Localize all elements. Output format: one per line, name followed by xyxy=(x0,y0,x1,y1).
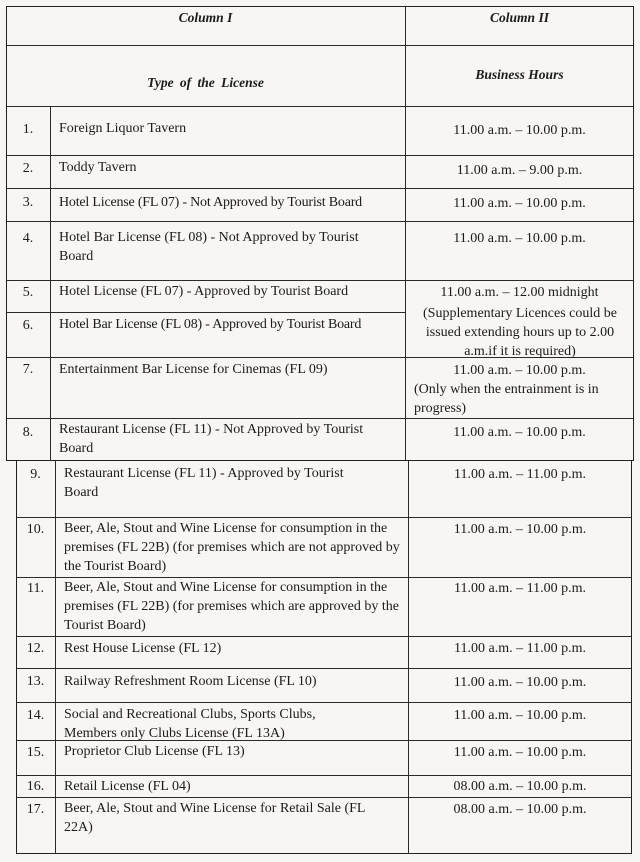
row-number: 10. xyxy=(26,522,45,537)
business-hours: 11.00 a.m. – 10.00 p.m. xyxy=(453,745,587,760)
row-number: 16. xyxy=(26,779,45,794)
business-hours: 11.00 a.m. – 11.00 p.m. xyxy=(454,467,586,482)
row-number: 3. xyxy=(22,195,34,210)
row-number: 13. xyxy=(26,674,45,689)
license-type: Retail License (FL 04) xyxy=(64,779,191,794)
row-number: 2. xyxy=(22,161,34,176)
business-hours: 11.00 a.m. – 10.00 p.m. xyxy=(453,363,586,378)
number-divider xyxy=(55,460,56,854)
license-type: Toddy Tavern xyxy=(59,160,137,175)
column-1-heading: Column I xyxy=(178,10,233,25)
cinema-note: (Only when the entrainment is in progress) xyxy=(414,382,599,416)
row-divider xyxy=(16,775,632,776)
row-number: 1. xyxy=(22,122,34,137)
row-number: 5. xyxy=(22,285,34,300)
business-hours-heading: Business Hours xyxy=(475,67,564,82)
license-type: Hotel License (FL 07) - Not Approved by Tourist Board xyxy=(59,195,362,210)
row-number: 7. xyxy=(22,362,34,377)
license-type: Foreign Liquor Tavern xyxy=(59,121,187,136)
row-divider xyxy=(16,668,632,669)
license-type: Hotel Bar License (FL 08) - Not Approved by Tourist Board xyxy=(59,230,359,264)
row-divider xyxy=(6,312,405,313)
row-number: 11. xyxy=(27,581,44,596)
business-hours: 11.00 a.m. – 10.00 p.m. xyxy=(453,675,587,690)
license-type: Rest House License (FL 12) xyxy=(64,641,222,656)
row-divider xyxy=(16,702,632,703)
row-number: 9. xyxy=(30,467,41,482)
business-hours: 11.00 a.m. – 10.00 p.m. xyxy=(453,708,587,723)
type-of-license-heading: Type of the License xyxy=(147,75,264,90)
row-divider xyxy=(6,45,634,46)
row-number: 12. xyxy=(26,641,45,656)
license-type: Entertainment Bar License for Cinemas (FL 09) xyxy=(59,362,328,377)
row-divider xyxy=(6,188,634,189)
business-hours: 11.00 a.m. – 10.00 p.m. xyxy=(453,522,587,537)
business-hours: 11.00 a.m. – 10.00 p.m. xyxy=(453,425,586,440)
number-divider xyxy=(50,106,51,461)
license-type: Social and Recreational Clubs, Sports Clubs, Members only Clubs License (FL 13A) xyxy=(64,707,316,741)
business-hours: 11.00 a.m. – 11.00 p.m. xyxy=(454,581,586,596)
license-type: Beer, Ale, Stout and Wine License for Retail Sale (FL 22A) xyxy=(64,801,365,835)
row-divider xyxy=(6,280,634,281)
row-number: 15. xyxy=(26,745,45,760)
business-hours: 11.00 a.m. – 11.00 p.m. xyxy=(454,641,586,656)
license-type: Hotel Bar License (FL 08) - Approved by Tourist Board xyxy=(59,317,362,332)
hotel-supplementary-note: (Supplementary Licences could be issued extending hours up to 2.00 a.m.if it is required) xyxy=(423,306,617,359)
business-hours: 08.00 a.m. – 10.00 p.m. xyxy=(453,779,587,794)
license-type: Beer, Ale, Stout and Wine License for consumption in the premises (FL 22B) (for premises which are approved by the Tourist Board) xyxy=(64,580,399,633)
column-2-heading: Column II xyxy=(490,10,549,25)
business-hours: 11.00 a.m. – 9.00 p.m. xyxy=(456,163,583,178)
business-hours: 11.00 a.m. – 10.00 p.m. xyxy=(453,123,586,138)
row-number: 14. xyxy=(26,708,45,723)
row-number: 17. xyxy=(26,802,45,817)
license-type: Restaurant License (FL 11) - Not Approved by Tourist Board xyxy=(59,422,364,456)
license-type: Beer, Ale, Stout and Wine License for consumption in the premises (FL 22B) (for premises which are not approved by the Tourist Board) xyxy=(64,521,400,574)
business-hours: 11.00 a.m. – 10.00 p.m. xyxy=(453,231,586,246)
license-type: Restaurant License (FL 11) - Approved by Tourist Board xyxy=(64,466,344,500)
row-divider xyxy=(6,106,634,107)
row-divider xyxy=(16,797,632,798)
row-number: 4. xyxy=(22,231,34,246)
business-hours: 11.00 a.m. – 10.00 p.m. xyxy=(453,196,586,211)
business-hours: 08.00 a.m. – 10.00 p.m. xyxy=(453,802,587,817)
license-type: Railway Refreshment Room License (FL 10) xyxy=(64,674,317,689)
hotel-business-hours: 11.00 a.m. – 12.00 midnight xyxy=(440,285,599,300)
row-divider xyxy=(6,155,634,156)
row-divider xyxy=(6,418,634,419)
row-divider xyxy=(6,221,634,222)
row-divider xyxy=(16,517,632,518)
row-number: 8. xyxy=(22,425,34,440)
license-type: Proprietor Club License (FL 13) xyxy=(64,744,245,759)
row-divider xyxy=(16,636,632,637)
row-number: 6. xyxy=(22,318,34,333)
license-type: Hotel License (FL 07) - Approved by Tourist Board xyxy=(59,284,349,299)
